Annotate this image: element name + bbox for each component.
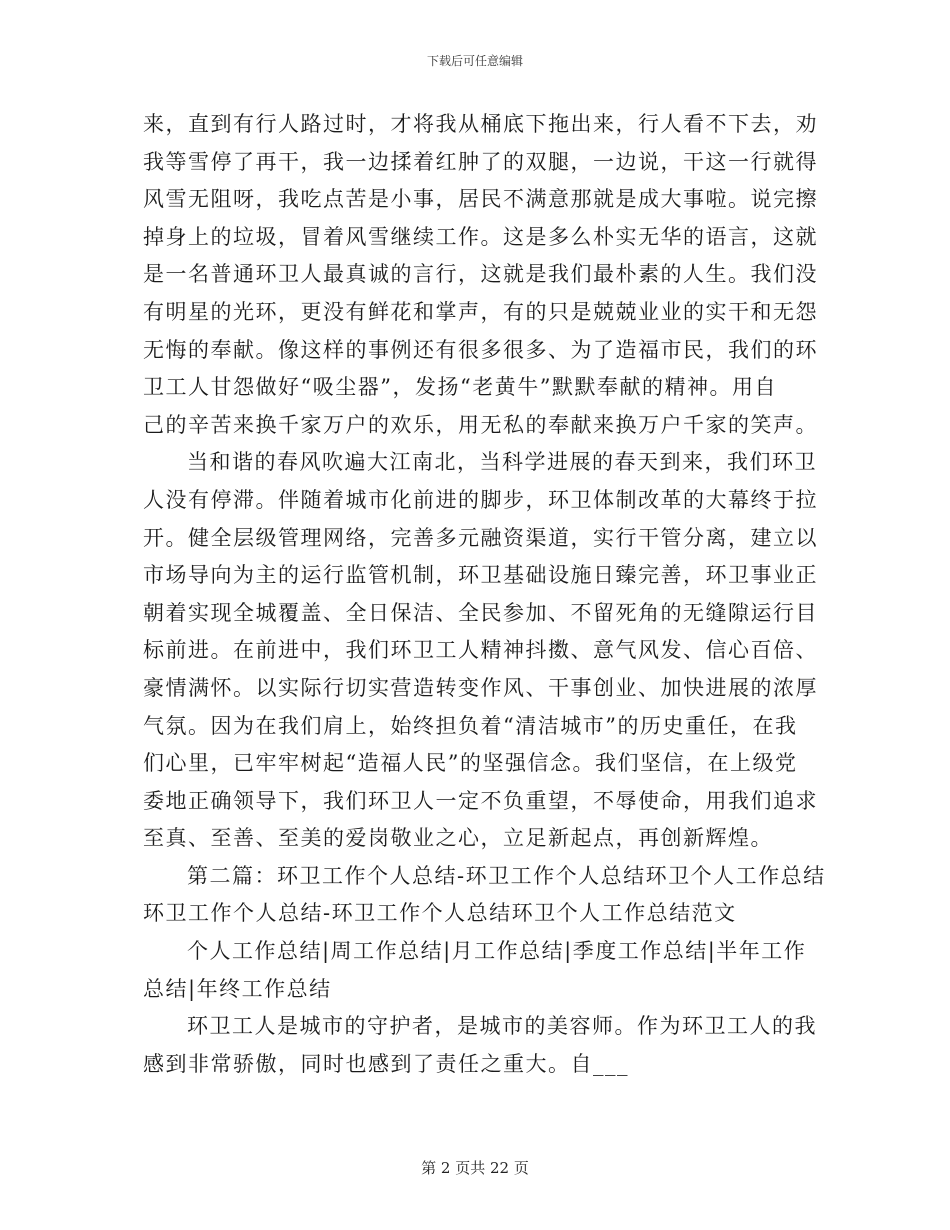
text-line: 感到非常骄傲，同时也感到了责任之重大。自___ <box>143 1051 629 1076</box>
text-line: 风雪无阻呀，我吃点苦是小事，居民不满意那就是成大事啦。说完擦 <box>143 187 818 212</box>
text-line: 开。健全层级管理网络，完善多元融资渠道，实行干管分离，建立以 <box>143 525 818 550</box>
text-line: 朝着实现全城覆盖、全日保洁、全民参加、不留死角的无缝隙运行目 <box>143 600 818 625</box>
text-line: 己的辛苦来换千家万户的欢乐，用无私的奉献来换万户千家的笑声。 <box>143 412 818 437</box>
text-line: 来，直到有行人路过时，才将我从桶底下拖出来，行人看不下去，劝 <box>143 112 818 136</box>
text-line: 委地正确领导下，我们环卫人一定不负重望，不辱使命，用我们追求 <box>143 788 818 813</box>
text-line: 气氛。因为在我们肩上，始终担负着“清洁城市”的历史重任，在我 <box>143 713 798 738</box>
page-footer: 第 2 页共 22 页 <box>421 1159 529 1177</box>
text-line: 总结|年终工作总结 <box>143 976 332 1001</box>
text-line: 我等雪停了再干，我一边揉着红肿了的双腿，一边说，干这一行就得 <box>143 149 818 174</box>
text-line: 第二篇：环卫工作个人总结-环卫工作个人总结环卫个人工作总结 <box>187 863 826 888</box>
text-line: 环卫工作个人总结-环卫工作个人总结环卫个人工作总结范文 <box>143 901 737 926</box>
text-line: 豪情满怀。以实际行切实营造转变作风、干事创业、加快进展的浓厚 <box>143 675 818 700</box>
text-line: 标前进。在前进中，我们环卫工人精神抖擞、意气风发、信心百倍、 <box>143 638 818 663</box>
text-line: 市场导向为主的运行监管机制，环卫基础设施日臻完善，环卫事业正 <box>143 563 818 588</box>
text-line: 无悔的奉献。像这样的事例还有很多很多、为了造福市民，我们的环 <box>143 337 818 362</box>
text-line: 们心里，已牢牢树起“造福人民”的坚强信念。我们坚信，在上级党 <box>143 751 798 776</box>
document-body <box>143 106 826 1083</box>
text-line: 环卫工人是城市的守护者，是城市的美容师。作为环卫工人的我 <box>187 1014 817 1039</box>
text-line: 至真、至善、至美的爱岗敬业之心，立足新起点，再创新辉煌。 <box>143 826 773 851</box>
text-line: 是一名普通环卫人最真诚的言行，这就是我们最朴素的人生。我们没 <box>143 262 818 287</box>
page-header: 下载后可任意编辑 <box>426 54 523 68</box>
text-line: 当和谐的春风吹遍大江南北，当科学进展的春天到来，我们环卫 <box>187 450 817 475</box>
text-line: 卫工人甘怨做好“吸尘器”，发扬“老黄牛”默默奉献的精神。用自 <box>143 375 777 400</box>
text-line: 人没有停滞。伴随着城市化前进的脚步，环卫体制改革的大幕终于拉 <box>143 487 818 512</box>
text-line: 有明星的光环，更没有鲜花和掌声，有的只是兢兢业业的实干和无怨 <box>143 299 818 324</box>
text-line: 个人工作总结|周工作总结|月工作总结|季度工作总结|半年工作 <box>187 939 807 964</box>
text-line: 掉身上的垃圾，冒着风雪继续工作。这是多么朴实无华的语言，这就 <box>143 224 818 249</box>
